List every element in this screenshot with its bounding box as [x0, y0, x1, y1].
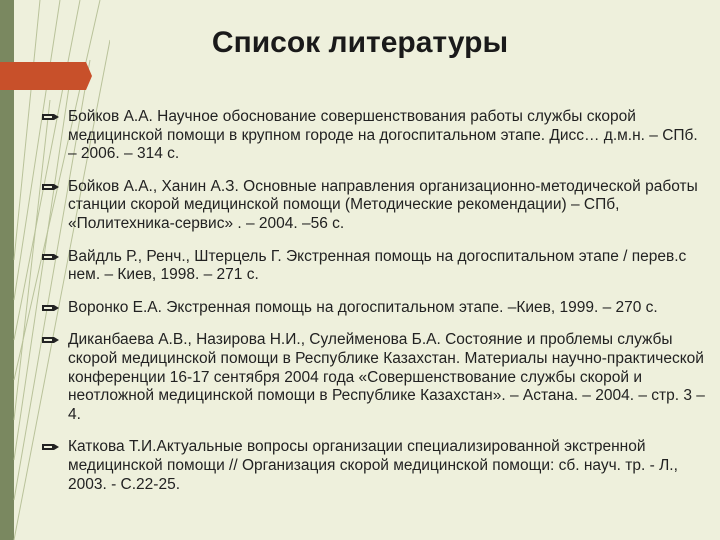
pencil-icon: [42, 111, 60, 123]
reference-text: Каткова Т.И.Актуальные вопросы организации специализированной экстренной медицинской помощи // Организация скорой медицинской помощи: сб. науч. тр. - Л., 2003. - С.22-25.: [68, 438, 678, 493]
reference-text: Бойков А.А. Научное обоснование совершенствования работы службы скорой медицинской помощи в крупном городе на догоспитальном этапе. Дисс… д.м.н. – СПб. – 2006. – 314 с.: [68, 108, 698, 163]
reference-text: Бойков А.А., Ханин А.З. Основные направления организационно-методической работы станции скорой медицинской помощи (Методические рекомендации) – СПб, «Политехника-сервис» . – 2004. –56 с.: [68, 177, 698, 232]
pencil-icon: [42, 441, 60, 453]
pencil-icon: [42, 334, 60, 346]
page-title: Список литературы: [211, 26, 509, 59]
pencil-icon: [42, 181, 60, 193]
list-item: [40, 178, 708, 234]
reference-list: [40, 108, 708, 508]
list-item: [40, 299, 708, 318]
list-item: [40, 438, 708, 494]
reference-text: Диканбаева А.В., Назирова Н.И., Сулейменова Б.А. Состояние и проблемы службы скорой медицинской помощи в Республике Казахстан. Материалы научно-практической конференции 16-17 сентября 2004 года «Совершенствование службы скорой и неотложной медицинской помощи в Республике Казахстан». – Астана. – 2004. – стр. 3 – 4.: [68, 331, 705, 423]
list-item: [40, 248, 708, 285]
list-item: [40, 108, 708, 164]
title-accent-banner: [0, 62, 92, 90]
reference-text: Вайдль Р., Ренч., Штерцель Г. Экстренная помощь на догоспитальном этапе / перев.с нем. – Киев, 1998. – 271 с.: [68, 247, 687, 284]
pencil-icon: [42, 302, 60, 314]
reference-text: Воронко Е.А. Экстренная помощь на догоспитальном этапе. –Киев, 1999. – 270 с.: [68, 298, 658, 316]
pencil-icon: [42, 251, 60, 263]
list-item: [40, 331, 708, 424]
